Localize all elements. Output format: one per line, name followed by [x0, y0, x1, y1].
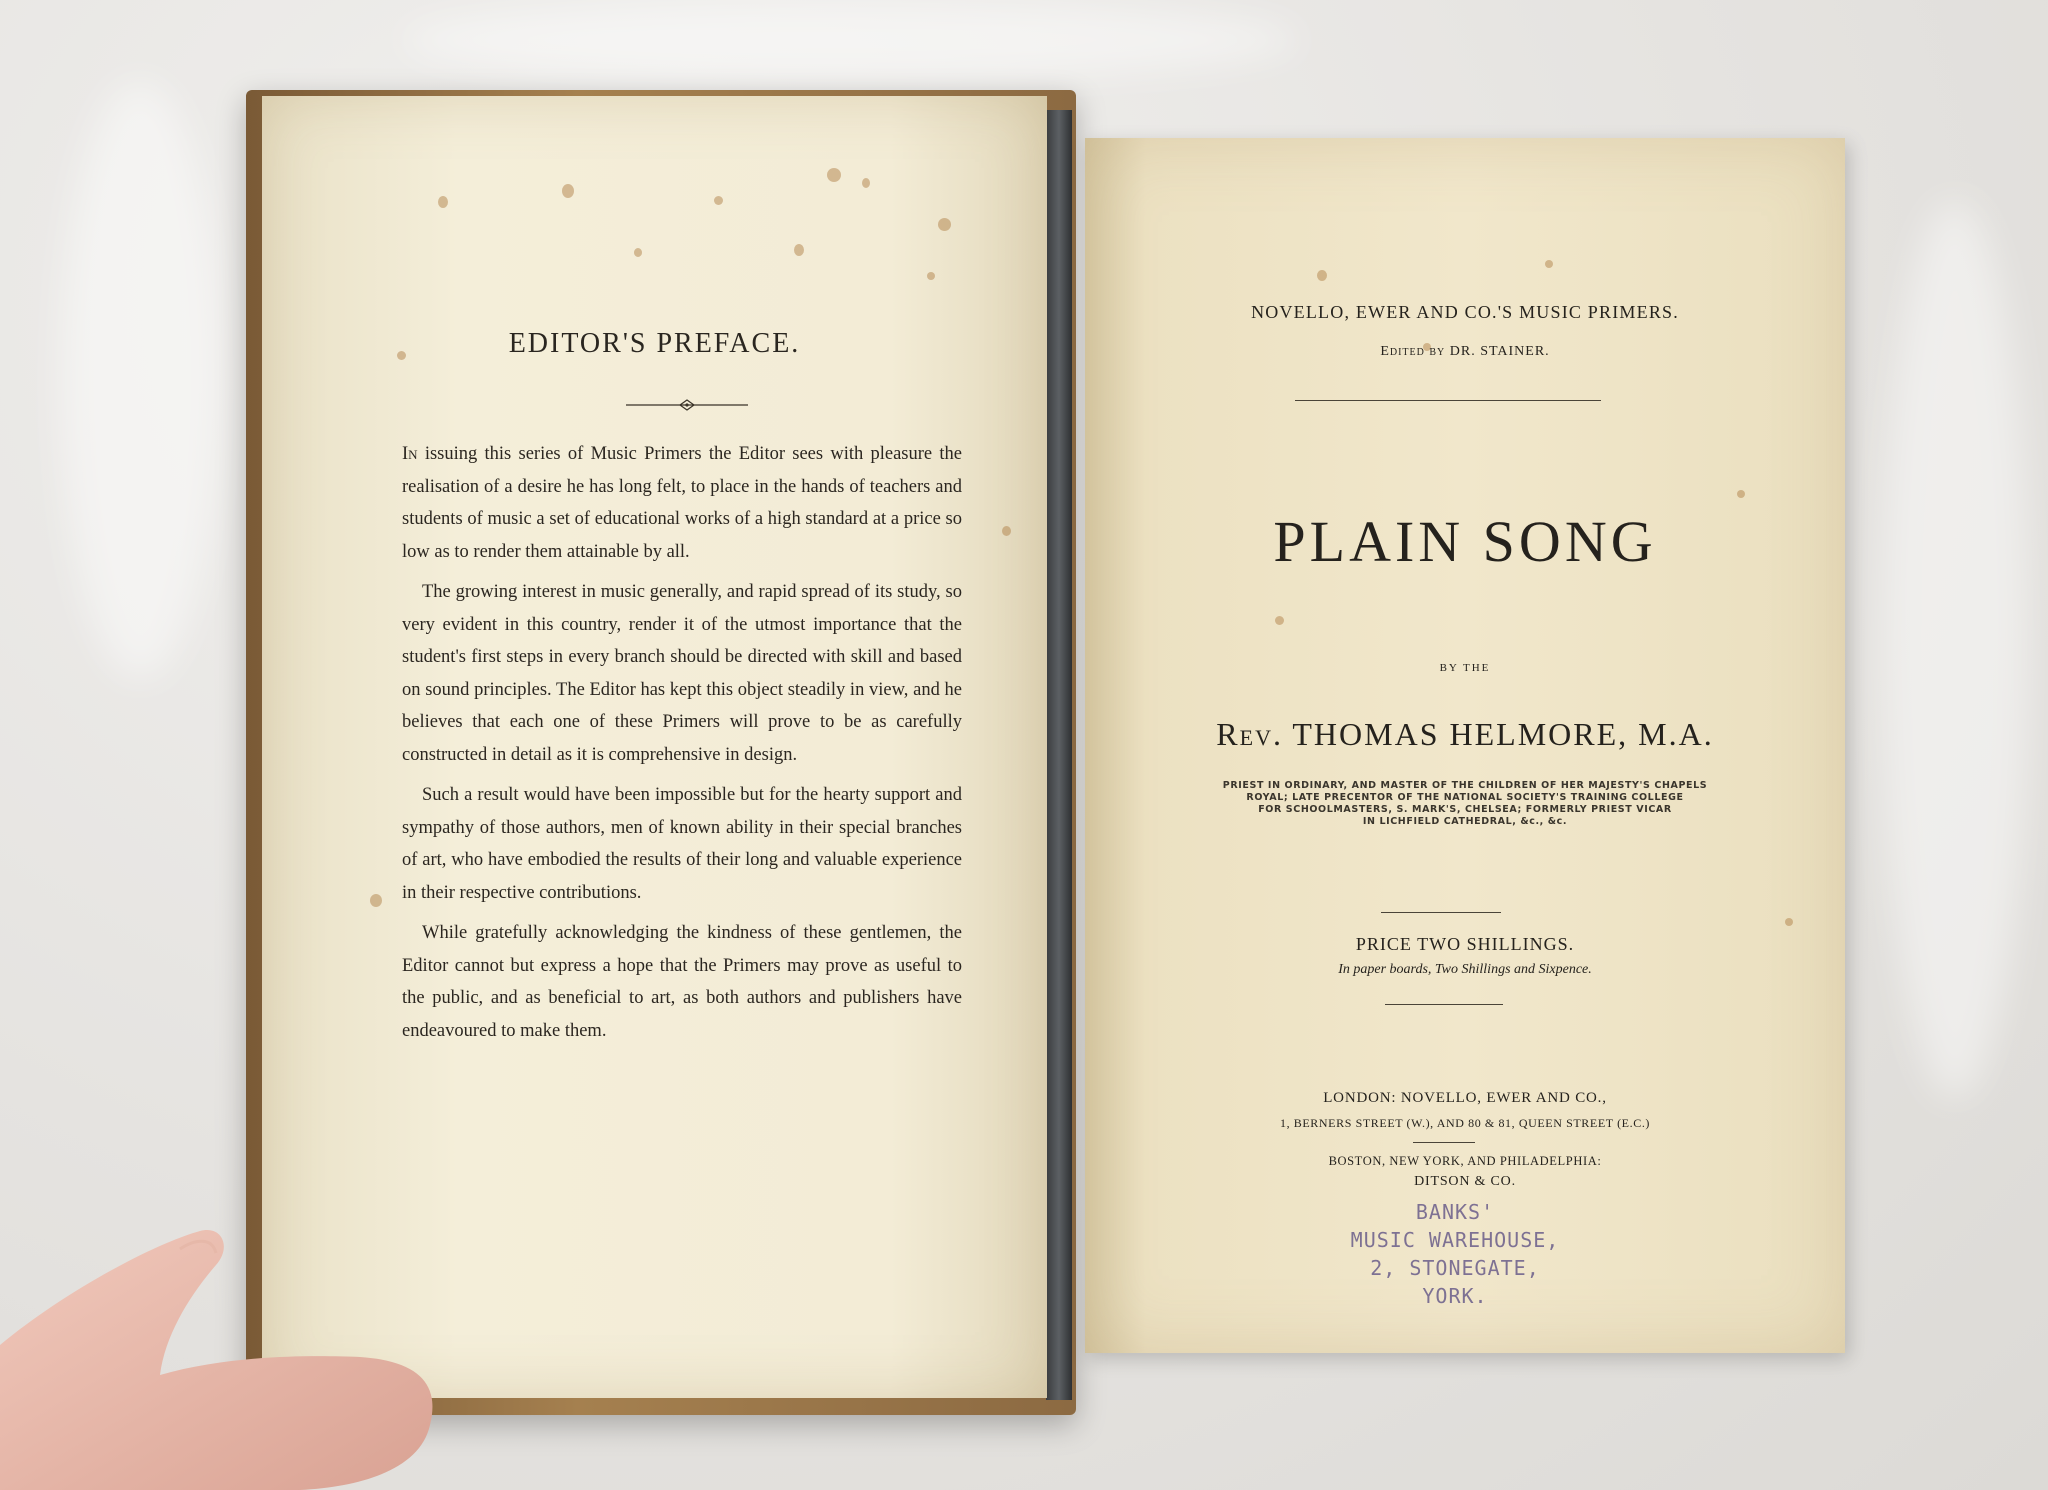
author-credentials: [1085, 780, 1845, 828]
price: PRICE TWO SHILLINGS.: [1355, 934, 1575, 954]
series-title: NOVELLO, EWER AND CO.'S MUSIC PRIMERS.: [1251, 302, 1679, 322]
rule-top: [1295, 400, 1601, 401]
rule-publisher: [1413, 1142, 1475, 1143]
foxing-spot: [438, 196, 448, 208]
book-spine: [1046, 110, 1072, 1400]
rule-price-bottom: [1385, 1004, 1503, 1005]
right-page: [1085, 138, 1845, 1353]
distributor-cities: BOSTON, NEW YORK, AND PHILADELPHIA:: [1328, 1154, 1602, 1168]
hand: [0, 1225, 460, 1490]
publisher-address: 1, BERNERS STREET (W.), AND 80 & 81, QUEEN STREET (E.C.): [1279, 1116, 1651, 1130]
credentials-line: FOR SCHOOLMASTERS, S. MARK'S, CHELSEA; FORMERLY PRIEST VICAR: [1258, 804, 1672, 815]
paragraph-lead: In: [402, 444, 418, 464]
cloth-fold: [400, 0, 1300, 80]
distributor: DITSON & CO.: [1414, 1174, 1516, 1189]
cloth-fold: [1880, 200, 2030, 1100]
author-main: THOMAS HELMORE, M.A.: [1282, 716, 1714, 752]
publisher: LONDON: NOVELLO, EWER AND CO.,: [1323, 1090, 1607, 1106]
series-editor: Edited by DR. STAINER.: [1380, 344, 1550, 359]
preface-paragraph-2: The growing interest in music generally, and rapid spread of its study, so very evident in this country, render it of the utmost importance that the student's first steps in every branch should be directed with skill and based on sound principles. The Editor has kept this object steadily in view, and he believes that each one of these Primers will prove to be as carefully constructed in detail as it is comprehensive in design.: [402, 582, 962, 765]
author-prefix: Rev.: [1216, 716, 1283, 752]
stamp-line: BANKS': [1415, 1200, 1495, 1224]
rule-price-top: [1381, 912, 1501, 913]
foxing-spot: [562, 184, 574, 198]
by-the-label: BY THE: [1439, 662, 1491, 674]
foxing-spot: [370, 894, 382, 907]
foxing-spot: [714, 196, 723, 205]
foxing-spot: [1785, 918, 1793, 926]
cloth-fold: [60, 80, 220, 680]
author-name: [1085, 716, 1845, 753]
foxing-spot: [927, 272, 935, 280]
title-ornament: [624, 398, 750, 412]
credentials-line: PRIEST IN ORDINARY, AND MASTER OF THE CHILDREN OF HER MAJESTY'S CHAPELS: [1222, 780, 1708, 791]
price-note: In paper boards, Two Shillings and Sixpence.: [1338, 962, 1592, 977]
stamp-line: 2, STONEGATE,: [1370, 1256, 1540, 1280]
preface-paragraph-3: Such a result would have been impossible but for the hearty support and sympathy of those authors, men of known ability in their special branches of art, who have embodied the results of their long and valuable experience in their respective contributions.: [402, 785, 962, 903]
foxing-spot: [1737, 490, 1745, 498]
preface-paragraph-4: While gratefully acknowledging the kindness of these gentlemen, the Editor cannot but express a hope that the Primers may prove as useful to the public, and as beneficial to art, as both authors and publishers have endeavoured to make them.: [402, 923, 962, 1041]
foxing-spot: [1275, 616, 1284, 625]
preface-paragraph-1: [402, 438, 962, 568]
credentials-line: IN LICHFIELD CATHEDRAL, &c., &c.: [1362, 816, 1568, 827]
left-page: [262, 96, 1047, 1398]
paragraph-text: issuing this series of Music Primers the Editor sees with pleasure the realisation of a desire he has long felt, to place in the hands of teachers and students of music a set of educational works of a high standard at a price so low as to render them attainable by all.: [402, 444, 962, 562]
foxing-spot: [1545, 260, 1553, 268]
preface-title: EDITOR'S PREFACE.: [508, 328, 801, 359]
book-title: PLAIN SONG: [1273, 509, 1657, 574]
foxing-spot: [827, 168, 841, 182]
foxing-spot: [938, 218, 951, 231]
foxing-spot: [862, 178, 870, 188]
bookseller-stamp: [1305, 1198, 1605, 1310]
preface-body: [402, 438, 962, 1055]
stamp-line: YORK.: [1422, 1284, 1488, 1308]
credentials-line: ROYAL; LATE PRECENTOR OF THE NATIONAL SOCIETY'S TRAINING COLLEGE: [1246, 792, 1684, 803]
foxing-spot: [634, 248, 642, 257]
foxing-spot: [794, 244, 804, 256]
foxing-spot: [1317, 270, 1327, 281]
stamp-line: MUSIC WAREHOUSE,: [1350, 1228, 1560, 1252]
foxing-spot: [1002, 526, 1011, 536]
